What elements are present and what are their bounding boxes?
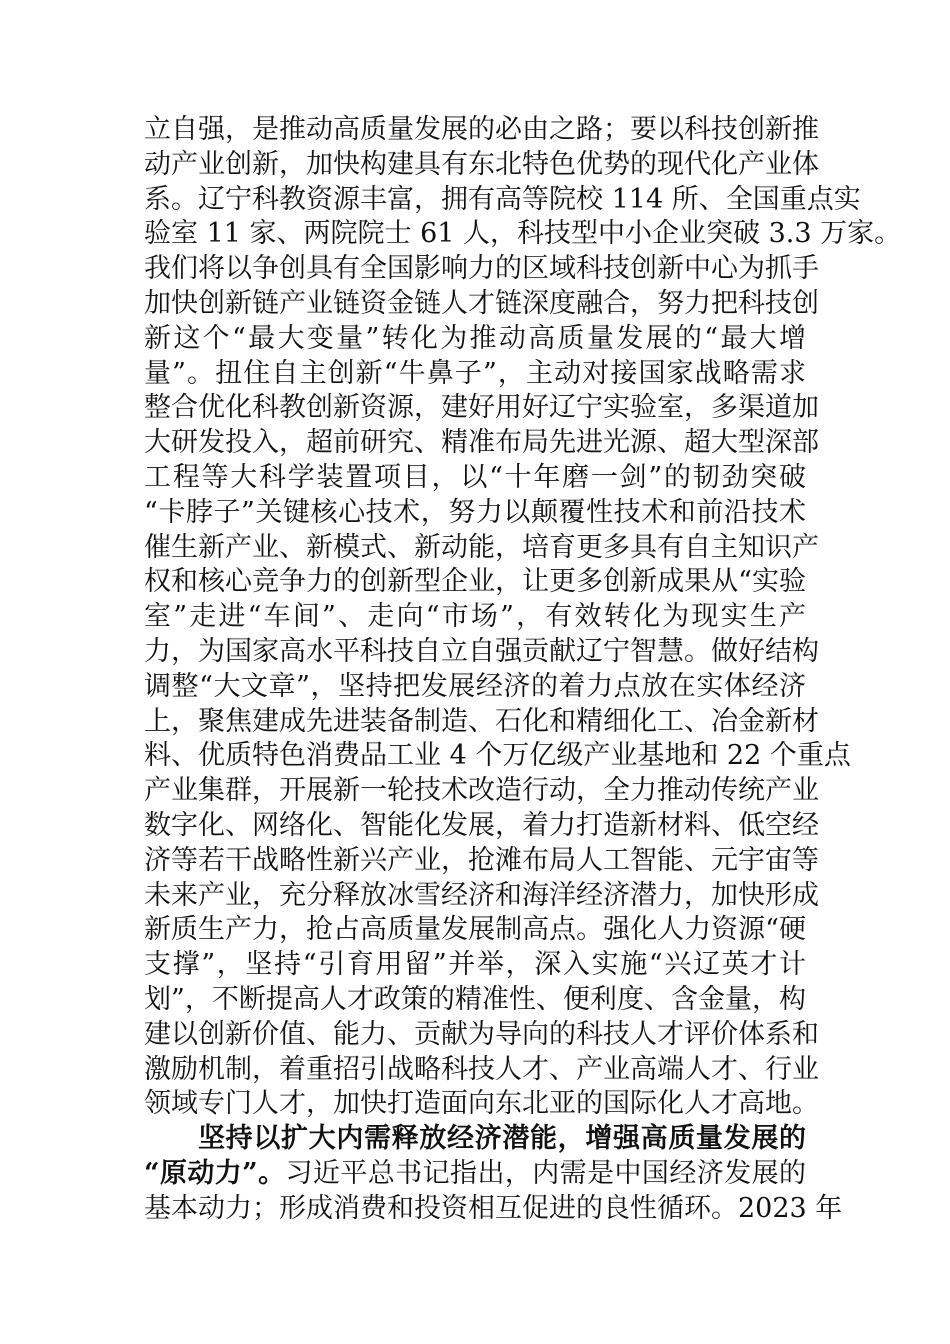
text-line: 权和核心竞争力的创新型企业，让更多创新成果从“实验: [144, 566, 806, 598]
text-line: 力，为国家高水平科技自立自强贡献辽宁智慧。做好结构: [144, 635, 819, 667]
text-line: 验室 11 家、两院院士 61 人，科技型中小企业突破 3.3 万家。: [144, 218, 902, 250]
text-line-rest: 习近平总书记指出，内需是中国经济发展的: [285, 1157, 806, 1189]
text-line: 产业集群，开展新一轮技术改造行动，全力推动传统产业: [144, 775, 819, 807]
text-line: 料、优质特色消费品工业 4 个万亿级产业基地和 22 个重点: [144, 740, 851, 772]
text-line: 催生新产业、新模式、新动能，培育更多具有自主知识产: [144, 531, 819, 563]
text-line: 大研发投入，超前研究、精准布局先进光源、超大型深部: [144, 427, 819, 459]
text-line: 支撑”，坚持“引育用留”并举，深入实施“兴辽英才计: [144, 949, 806, 981]
text-line: 上，聚焦建成先进装备制造、石化和精细化工、冶金新材: [144, 705, 819, 737]
paragraph-1: [144, 113, 902, 1122]
text-line: 工程等大科学装置项目，以“十年磨一剑”的韧劲突破: [144, 461, 806, 493]
text-line: 基本动力；形成消费和投资相互促进的良性循环。2023 年: [144, 1192, 843, 1224]
text-line: 新这个“最大变量”转化为推动高质量发展的“最大增: [144, 322, 806, 354]
paragraph-2: [144, 1122, 843, 1226]
section-heading: 坚持以扩大内需释放经济潜能，增强高质量发展的: [198, 1123, 806, 1155]
text-line: “卡脖子”关键核心技术，努力以颠覆性技术和前沿技术: [144, 496, 806, 528]
text-line: 系。辽宁科教资源丰富，拥有高等院校 114 所、全国重点实: [144, 183, 861, 215]
text-line: 量”。扭住自主创新“牛鼻子”，主动对接国家战略需求: [144, 357, 806, 389]
text-line: 领域专门人才，加快打造面向东北亚的国际化人才高地。: [144, 1088, 819, 1120]
section-heading-continued: “原动力”。: [144, 1157, 286, 1189]
text-line: 加快创新链产业链资金链人才链深度融合，努力把科技创: [144, 287, 819, 319]
text-line: 未来产业，充分释放冰雪经济和海洋经济潜力，加快形成: [144, 879, 819, 911]
text-line: 激励机制，着重招引战略科技人才、产业高端人才、行业: [144, 1053, 819, 1085]
document-body: [144, 113, 902, 1227]
text-line: 立自强，是推动高质量发展的必由之路；要以科技创新推: [144, 114, 819, 145]
text-line: 调整“大文章”，坚持把发展经济的着力点放在实体经济: [144, 670, 806, 702]
text-line: [144, 1157, 806, 1192]
text-line: 数字化、网络化、智能化发展，着力打造新材料、低空经: [144, 809, 819, 841]
text-line: 动产业创新，加快构建具有东北特色优势的现代化产业体: [144, 148, 819, 180]
text-line: 济等若干战略性新兴产业，抢滩布局人工智能、元宇宙等: [144, 844, 819, 876]
text-line: 我们将以争创具有全国影响力的区域科技创新中心为抓手: [144, 253, 819, 285]
text-line: 室”走进“车间”、走向“市场”，有效转化为现实生产: [144, 601, 806, 633]
text-line: 整合优化科教创新资源，建好用好辽宁实验室，多渠道加: [144, 392, 819, 424]
text-line: 建以创新价值、能力、贡献为导向的科技人才评价体系和: [144, 1018, 819, 1050]
text-line: 新质生产力，抢占高质量发展制高点。强化人力资源“硬: [144, 914, 806, 946]
text-line: 划”，不断提高人才政策的精准性、便利度、含金量，构: [144, 983, 806, 1015]
